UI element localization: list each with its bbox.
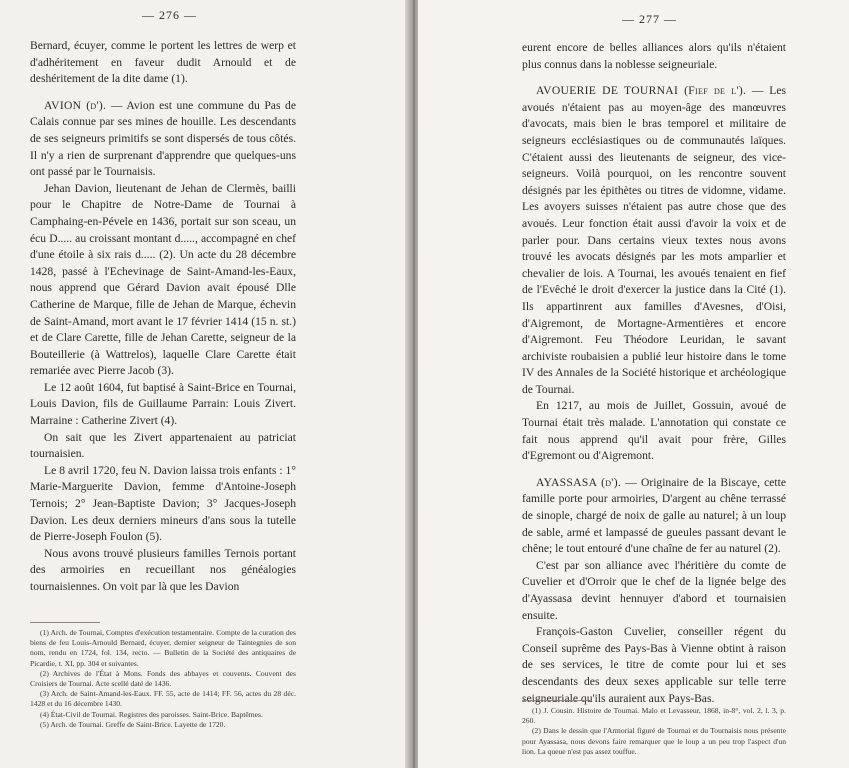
right-paragraph-6: François-Gaston Cuvelier, conseiller régent du Conseil suprême des Pays-Bas à Vienne obtint à raison de ses services, le titre de comte pour lui et ses descendants des deux sexes applicable sur telle terre seigneuriale qu'ils auraient aux Pays-Bas. xyxy=(522,625,786,705)
page-number-right: — 277 — xyxy=(622,12,677,26)
footnote-left-4: (4) État-Civil de Tournai. Registres des paroisses. Saint-Brice. Baptêmes. xyxy=(40,709,263,719)
left-paragraph-4: Le 12 août 1604, fut baptisé à Saint-Brice en Tournai, Louis Davion, fils de Guillaume Parrain: Louis Zivert. Marraine : Catherine Zivert (4). xyxy=(30,380,296,428)
right-body xyxy=(522,40,786,707)
right-paragraph-3: En 1217, au mois de Juillet, Gossuin, avoué de Tournai était très malade. L'annotation qui constate ce fait nous apprend qu'il avait pour frère, Gilles d'Egremont ou d'Aigremont. xyxy=(522,399,786,463)
footnotes-left xyxy=(30,628,296,730)
left-paragraph-6: Le 8 avril 1720, feu N. Davion laissa trois enfants : 1° Marie-Marguerite Davion, femme d'Antoine-Joseph Ternois; 2° Jean-Baptiste Davion; 3° Jacques-Joseph Davion. Les deux derniers mineurs d'ans sous la tutelle de Pierre-Joseph Foulon (5). xyxy=(30,463,296,544)
entry-heading-avion: AVION (d'). xyxy=(44,98,107,112)
entry-heading-avouerie: AVOUERIE DE TOURNAI (Fief de l'). xyxy=(536,84,747,98)
right-page xyxy=(418,0,849,768)
footnote-left-5: (5) Arch. de Tournai. Greffe de Saint-Brice. Layette de 1720. xyxy=(40,719,226,729)
entry-body-avouerie: — Les avoués n'étaient pas au moyen-âge des manœuvres d'avocats, mais bien le bras temporel et militaire de seigneurs ecclésiastiques ou de communautés laïques. C'étaient aussi des lieutenants de seigneur, des vice-seigneurs. Voilà pourquoi, on les rencontre souvent désignés par les épithètes ou titres de vidomne, vidame. Les avoyers suisses n'étaient pas autre chose que des avoués. Leur fonction était aussi d'avoir la voix et de parler pour. Dans certains vieux textes nous avons trouvé les avocats désignés par les mots amparlier et chevalier de lois. A Tournai, les avoués tenaient en fief de l'Evêché le droit d'exercer la justice dans la Cité (1). Ils appartinrent aux familles d'Avesnes, d'Oisi, d'Aigremont, de Mortagne-Armentières et encore d'Aigremont. Feu Théodore Leuridan, le savant archiviste roubaisien a publié leur histoire dans le tome IV des Annales de la Société historique et archéologique de Tournai. xyxy=(522,84,786,396)
footnote-rule-left xyxy=(30,622,100,623)
right-paragraph-5: C'est par son alliance avec l'héritière du comte de Cuvelier et d'Orroir que le chef de la lignée belge des d'Ayassasa devint hennuyer d'abord et tournaisien ensuite. xyxy=(522,558,786,622)
left-paragraph-3: Jehan Davion, lieutenant de Jehan de Clermès, bailli pour le Chapitre de Notre-Dame de Tournai à Camphaing-en-Pévele en 1436, portait sur son sceau, un écu D..... au croissant montant d....., accompagné en chef d'une étoile à six rais d..... (2). Un acte du 28 décembre 1428, passé à l'Echevinage de Saint-Amand-les-Eaux, nous apprend que Gérard Davion avait épousé Dlle Catherine de Marque, fille de Jehan de Marque, échevin de Saint-Amand, mort avant le 17 février 1414 (15 n. st.) et de Clare Carette, fille de Jehan Carette, seigneur de la Bouteillerie (à Wattrelos), laquelle Clare Carette était remariée avec Pierre Jacob (3). xyxy=(30,181,296,378)
footnote-right-1: (1) J. Cousin. Histoire de Tournai. Malo et Levasseur, 1868, in-8°, vol. 2, l. 3, p. 260. xyxy=(522,706,786,726)
left-paragraph-7: Nous avons trouvé plusieurs familles Ternois portant des armoiries en recueillant nos généalogies tournaisiennes. On voit par là que les Davion xyxy=(30,546,296,593)
footnote-right-2: (2) Dans le dessin que l'Armorial figuré de Tournai et du Tournaisis nous présente pour Ayassasa, nous devons faire remarquer que le loup a un peu trop l'aspect d'un lion. La queue n'est pas assez touffue. xyxy=(522,726,786,756)
footnote-left-1: (1) Arch. de Tournai, Comptes d'exécution testamentaire. Compte de la curation des biens de feu Louis-Arnould Bernard, écuyer, dernier seigneur de Taintegnies de son nom, rendu en 1724, fol. 134, recto. — Bulletin de la Société des antiquaires de Picardie, t. XI, pp. 304 et suivantes. xyxy=(30,628,296,668)
entry-body-ayassasa: — Originaire de la Biscaye, cette famille porte pour armoiries, D'argent au chêne terrassé de sinople, chargé de noix de galle au naturel; à un loup de sable, armé et lampassé de gueules passant devant le chêne; le tout entouré d'une chaîne de fer au naturel (2). xyxy=(522,475,786,556)
entry-avouerie xyxy=(522,83,786,398)
footnote-left-3: (3) Arch. de Saint-Amand-les-Eaux. FF. 55, acte de 1414; FF. 56, actes du 28 déc. 1428 et du 16 décembre 1430. xyxy=(30,689,296,709)
entry-heading-ayassasa: AYASSASA (d'). xyxy=(536,475,622,489)
left-paragraph-1: Bernard, écuyer, comme le portent les lettres de werp et d'adhéritement en faveur dudit Arnould et de deshéritement de la dite dame (1). xyxy=(30,39,296,86)
left-page xyxy=(0,0,410,768)
footnotes-right xyxy=(522,706,786,757)
left-body xyxy=(30,38,296,596)
left-paragraph-5: On sait que les Zivert appartenaient au patriciat tournaisien. xyxy=(30,430,296,461)
right-paragraph-1: eurent encore de belles alliances alors qu'ils n'étaient plus connus dans la noblesse seigneuriale. xyxy=(522,41,786,71)
footnote-rule-right xyxy=(522,700,592,701)
footnote-left-2: (2) Archives de l'État à Mons. Fonds des abbayes et couvents. Couvent des Croisiers de Tournai. Acte scellé daté de 1436. xyxy=(30,668,296,689)
page-number-left: — 276 — xyxy=(142,8,197,22)
entry-ayassasa xyxy=(522,475,786,558)
entry-avion xyxy=(30,98,296,181)
entry-body-avion: — Avion est une commune du Pas de Calais connue par ses mines de houille. Les descendants de ses seigneurs primitifs se sont dispersés de tous côtés. Il n'y a rien de surprenant d'apprendre que quelques-uns ont passé par le Tournaisis. xyxy=(30,98,296,179)
